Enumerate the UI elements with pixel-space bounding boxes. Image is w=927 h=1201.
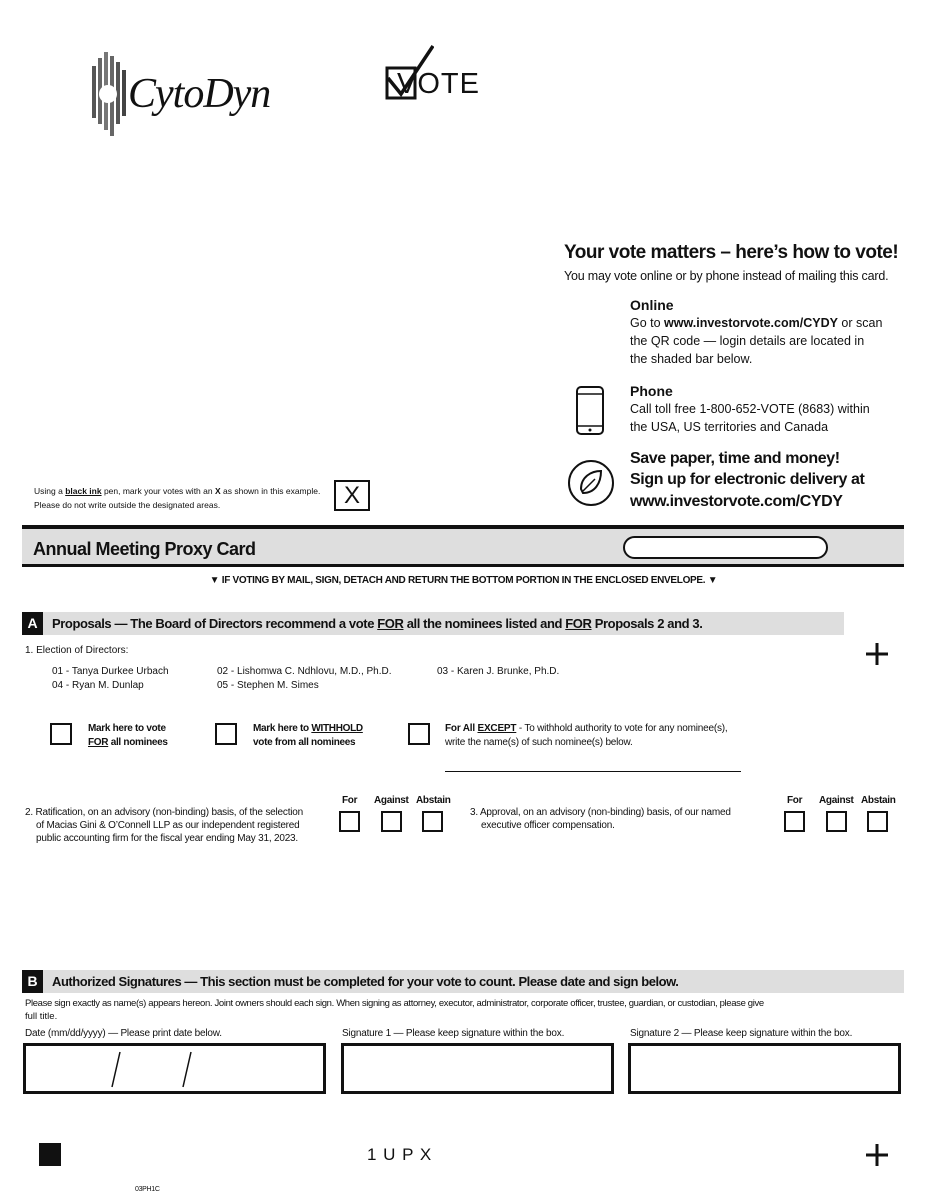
except-label-2: write the name(s) of such nominee(s) below. (445, 737, 633, 748)
date-separator-slashes (26, 1046, 323, 1091)
p2-col-against: Against (374, 795, 409, 806)
vote-logo (384, 44, 484, 102)
for-all-except-checkbox[interactable] (408, 723, 430, 745)
phone-line-2: the USA, US territories and Canada (630, 420, 829, 434)
section-a-header (22, 612, 844, 635)
proposal-2-against-checkbox[interactable] (381, 811, 402, 832)
registration-plus-icon-bottom (865, 1143, 889, 1167)
withhold-all-checkbox[interactable] (215, 723, 237, 745)
p2-col-for: For (342, 795, 358, 806)
proposal-3-line-1: 3. Approval, on an advisory (non-binding) basis, of our named (470, 807, 731, 818)
proposal-2-line-1: 2. Ratification, on an advisory (non-binding) basis, of the selection (25, 807, 304, 818)
proxy-card-title: Annual Meeting Proxy Card (33, 539, 256, 559)
online-line-3: the shaded bar below. (630, 352, 753, 366)
vote-matters-heading: Your vote matters – here’s how to vote! (564, 242, 899, 263)
phone-icon (575, 386, 605, 436)
proposal-2-line-3: public accounting firm for the fiscal year ending May 31, 2023. (36, 833, 298, 844)
p3-col-for: For (787, 795, 803, 806)
withhold-label-2: vote from all nominees (253, 737, 356, 748)
online-line-1: Go to www.investorvote.com/CYDY or scan (630, 316, 883, 330)
section-b-letter: B (22, 970, 43, 993)
section-b-title: Authorized Signatures — This section must be completed for your vote to count. Please date and sign below. (52, 974, 679, 989)
nominee-05: 05 - Stephen M. Simes (217, 680, 319, 691)
vote-matters-subheading: You may vote online or by phone instead of mailing this card. (564, 269, 889, 283)
section-a-letter: A (22, 612, 43, 635)
date-field[interactable] (23, 1043, 326, 1094)
online-line-2: the QR code — login details are located in (630, 334, 865, 348)
paper-line-1: Save paper, time and money! (630, 450, 840, 467)
cytodyn-emblem-icon (90, 52, 130, 136)
p2-col-abstain: Abstain (416, 795, 451, 806)
p3-col-abstain: Abstain (861, 795, 896, 806)
registration-plus-icon (865, 642, 889, 666)
phone-line-1: Call toll free 1-800-652-VOTE (8683) within (630, 402, 870, 416)
except-names-line[interactable] (445, 771, 741, 772)
footer-code: 1 U P X (367, 1145, 433, 1164)
nominee-01: 01 - Tanya Durkee Urbach (52, 666, 169, 677)
nominee-02: 02 - Lishomwa C. Ndhlovu, M.D., Ph.D. (217, 666, 392, 677)
proposal-3-line-2: executive officer compensation. (481, 820, 615, 831)
proposal-2-line-2: of Macias Gini & O’Connell LLP as our independent registered (36, 820, 300, 831)
login-details-field (623, 536, 828, 559)
for-all-label-2: FOR all nominees (88, 737, 168, 748)
p3-col-against: Against (819, 795, 854, 806)
detach-notice: ▼ IF VOTING BY MAIL, SIGN, DETACH AND RETURN THE BOTTOM PORTION IN THE ENCLOSED ENVELOPE. ▼ (209, 575, 718, 586)
proposal-3-abstain-checkbox[interactable] (867, 811, 888, 832)
paper-line-2: Sign up for electronic delivery at (630, 471, 865, 488)
cytodyn-logo (90, 52, 280, 136)
leaf-icon (567, 459, 615, 507)
registration-square (39, 1143, 61, 1166)
instructions-line-2: Please do not write outside the designated areas. (34, 500, 221, 510)
section-a-title: Proposals — The Board of Directors recommend a vote FOR all the nominees listed and FOR Proposals 2 and 3. (52, 616, 703, 631)
online-title: Online (630, 297, 674, 313)
paper-url-link[interactable]: www.investorvote.com/CYDY (630, 493, 843, 510)
nominee-03: 03 - Karen J. Brunke, Ph.D. (437, 666, 560, 677)
proposal-2-for-checkbox[interactable] (339, 811, 360, 832)
withhold-label-1: Mark here to WITHHOLD (253, 723, 363, 734)
nominee-04: 04 - Ryan M. Dunlap (52, 680, 144, 691)
cytodyn-wordmark: CytoDyn (128, 71, 271, 117)
date-label: Date (mm/dd/yyyy) — Please print date below. (25, 1028, 222, 1039)
proxy-card-bar (22, 525, 904, 567)
for-all-label-1: Mark here to vote (88, 723, 166, 734)
signing-instructions-line-2: full title. (25, 1011, 58, 1022)
election-label: 1. Election of Directors: (25, 645, 129, 656)
example-x-mark: X (343, 481, 360, 509)
signature-1-label: Signature 1 — Please keep signature within the box. (342, 1028, 565, 1039)
form-id: 03PH1C (135, 1186, 160, 1193)
except-label-1: For All EXCEPT - To withhold authority to vote for any nominee(s), (445, 723, 728, 734)
phone-title: Phone (630, 383, 673, 399)
signing-instructions-line-1: Please sign exactly as name(s) appears hereon. Joint owners should each sign. When signing as attorney, executor, administrator, corporate officer, trustee, guardian, or custodian, please give (25, 998, 764, 1009)
proposal-2-abstain-checkbox[interactable] (422, 811, 443, 832)
instructions-line-1: Using a black ink pen, mark your votes with an X as shown in this example. (34, 486, 321, 496)
proposal-3-for-checkbox[interactable] (784, 811, 805, 832)
section-b-header (22, 970, 904, 993)
signature-2-field[interactable] (628, 1043, 901, 1094)
online-url-link[interactable]: www.investorvote.com/CYDY (664, 316, 838, 330)
signature-2-label: Signature 2 — Please keep signature within the box. (630, 1028, 853, 1039)
example-mark-box (334, 480, 370, 511)
vote-wordmark: VOTE (397, 68, 480, 100)
signature-1-field[interactable] (341, 1043, 614, 1094)
proposal-3-against-checkbox[interactable] (826, 811, 847, 832)
for-all-nominees-checkbox[interactable] (50, 723, 72, 745)
